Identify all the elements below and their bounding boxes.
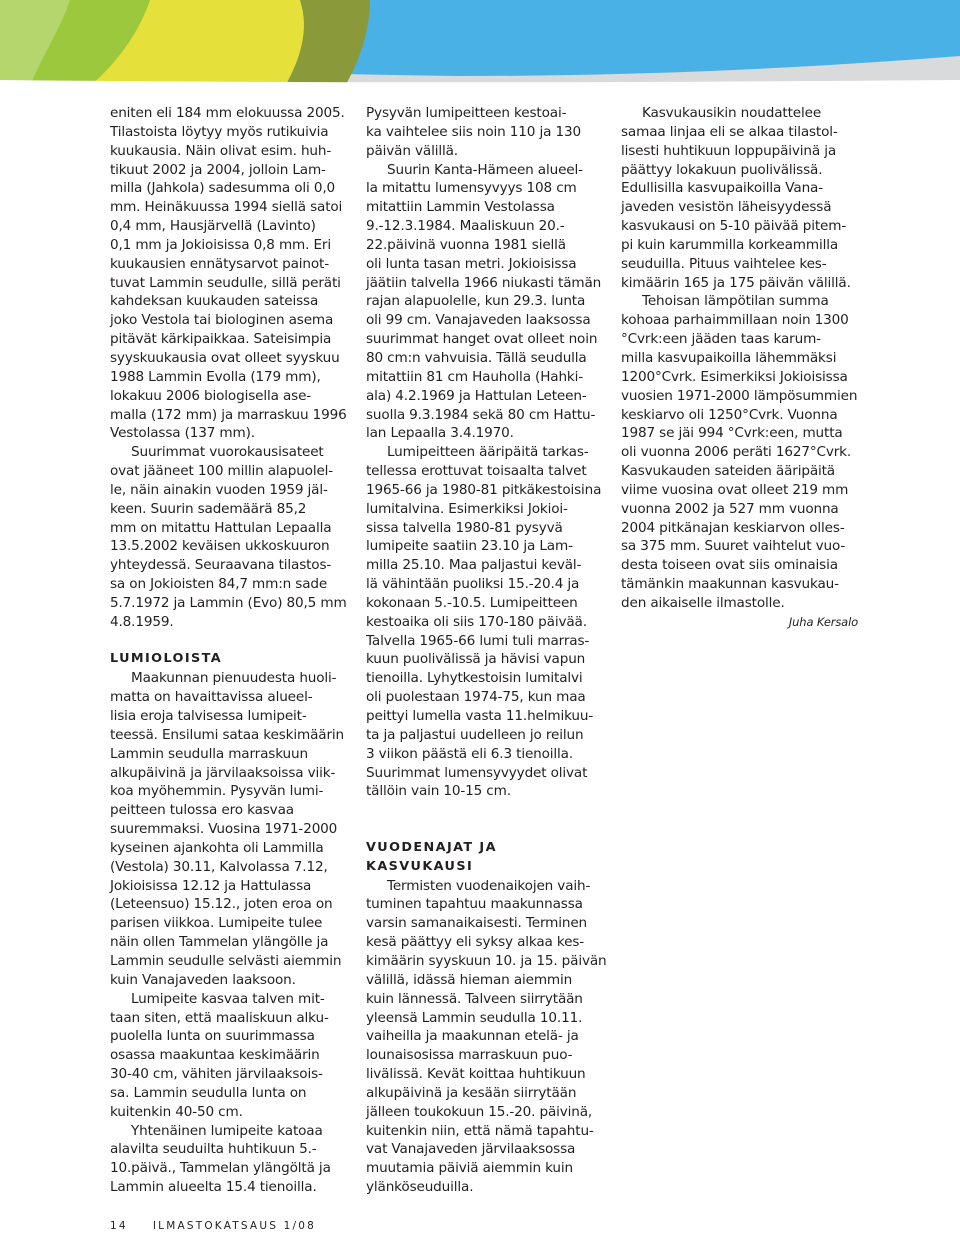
paragraph: Kasvukausikin noudattelee samaa linjaa eli se alkaa tilastol- lisesti huhtikuun loppupäivinä ja päättyy lokakuun puolivälissä. Edullisilla kasvupaikoilla Vana- javeden vesistön läheisyydessä kasvukausi on 5-10 päivää pitem- pi kuin karummilla korkeammilla seuduilla. Pituus vaihtelee kes- kimäärin 165 ja 175 päivän välillä. — [621, 105, 851, 291]
paragraph: Yhtenäinen lumipeite katoaa alavilta seuduilta huhtikuun 5.- 10.päivä., Tammelan ylängöltä ja Lammin alueelta 15.4 tienoilla. — [110, 1122, 331, 1196]
column-3 — [621, 104, 858, 632]
paragraph: Lumipeite kasvaa talven mit- taan siten, että maaliskuun alku- puolella lunta on suurimmassa osassa maakuntaa keskimäärin 30-40 cm, vähiten järvilaaksois- sa. Lammin seudulla lunta on kuitenkin 40-50 cm. — [110, 990, 329, 1120]
paragraph: Maakunnan pienuudesta huoli- matta on havaittavissa alueel- lisia eroja talvisessa lumipeit- teessä. Ensilumi sataa keskimäärin Lammin seudulla marraskuun alkupäivinä ja järvilaaksoissa viik- koa myöhemmin. Pysyvän lumi- peitteen tulossa ero kasvaa suuremmaksi. Vuosina 1971-2000 kyseinen ajankohta oli Lammilla (Vestola) 30.11, Kalvolassa 7.12, Jokioisissa 12.12 ja Hattulassa (Leteensuo) 15.12., joten eroa on parisen viikkoa. Lumipeite tulee näin ollen Tammelan ylängölle ja Lammin seudulle selvästi aiemmin kuin Vanajaveden laaksoon. — [110, 670, 344, 988]
section-heading-vuodenajat: VUODENAJAT JA KASVUKAUSI — [366, 839, 497, 874]
paragraph: Lumipeitteen ääripäitä tarkas- tellessa erottuvat toisaalta talvet 1965-66 ja 1980-81 pitkäkestoisina lumitalvina. Esimerkiksi Jokioi- sissa talvella 1980-81 pysyvä lumipeite saatiin 23.10 ja Lam- milla 25.10. Maa paljastui keväl- lä vähintään puoliksi 15.-20.4 ja kokonaan 5.-10.5. Lumipeitteen kestoaika oli siis 170-180 päivää. Talvella 1965-66 lumi tuli marras- kuun puolivälissä ja hävisi vapun tienoilla. Lyhytkestoisin lumitalvi oli puolestaan 1974-75, kun maa peittyi lumella vasta 11.helmikuu- ta ja paljastui uudelleen jo reilun 3 viikon päästä eli 6.3 tienoilla. Suurimmat lumensyvyydet olivat tällöin vain 10-15 cm. — [366, 444, 602, 800]
paragraph: Pysyvän lumipeitteen kestoai- ka vaihtelee siis noin 110 ja 130 päivän välillä. — [366, 105, 581, 159]
author-signature: Juha Kersalo — [788, 614, 858, 629]
section-heading-lumioloista: LUMIOLOISTA — [110, 651, 223, 667]
page-footer — [110, 1220, 316, 1232]
header-banner — [0, 0, 960, 86]
column-2 — [366, 104, 607, 1197]
paragraph: Tehoisan lämpötilan summa kohoaa parhaimmillaan noin 1300 °Cvrk:een jääden taas karum- milla kasvupaikoilla lähemmäksi 1200°Cvrk. Esimerkiksi Jokioisissa vuosien 1971-2000 lämpösummien keskiarvo oli 1250°Cvrk. Vuonna 1987 se jäi 994 °Cvrk:een, mutta oli vuonna 2006 peräti 1627°Cvrk. Kasvukauden sateiden ääripäitä viime vuosina ovat olleet 219 mm vuonna 2002 ja 527 mm vuonna 2004 pitkänajan keskiarvon olles- sa 375 mm. Suuret vaihtelut vuo- desta toiseen ovat siis ominaisia tämänkin maakunnan kasvukau- den aikaiselle ilmastolle. — [621, 293, 858, 611]
column-1 — [110, 104, 347, 1197]
paragraph: eniten eli 184 mm elokuussa 2005. Tilastoista löytyy myös rutikuivia kuukausia. Näin olivat esim. huh- tikuut 2002 ja 2004, jolloin Lam- milla (Jahkola) sadesumma oli 0,0 mm. Heinäkuussa 1994 siellä satoi 0,4 mm, Hausjärvellä (Lavinto) 0,1 mm ja Jokioisissa 0,8 mm. Eri kuukausien ennätysarvot painot- tuvat Lammin seudulle, sillä peräti kahdeksan kuukauden sateissa joko Vestola tai biologinen asema pitävät kärkipaikkaa. Sateisimpia syyskuukausia ovat olleet syyskuu 1988 Lammin Evolla (179 mm), lokakuu 2006 biologisella ase- malla (172 mm) ja marraskuu 1996 Vestolassa (137 mm). — [110, 105, 347, 442]
paragraph: Suurin Kanta-Hämeen alueel- la mitattu lumensyvyys 108 cm mitattiin Lammin Vestolassa 9.-12.3.1984. Maaliskuun 20.- 22.päivinä vuonna 1981 siellä oli lunta tasan metri. Jokioisissa jäätiin talvella 1966 niukasti tämän rajan alapuolelle, kun 29.3. lunta oli 99 cm. Vanajaveden laaksossa suurimmat hanget ovat olleet noin 80 cm:n vahvuisia. Tällä seudulla mitattiin 81 cm Hauholla (Hahki- ala) 4.2.1969 ja Hattulan Leteen- suolla 9.3.1984 sekä 80 cm Hattu- lan Lepaalla 3.4.1970. — [366, 161, 602, 442]
page-number: 14 — [110, 1220, 128, 1232]
paragraph: Suurimmat vuorokausisateet ovat jääneet 100 millin alapuolel- le, näin ainakin vuoden 1959 jäl- keen. Suurin sademäärä 85,2 mm on mitattu Hattulan Lepaalla 13.5.2002 keväisen ukkoskuuron yhteydessä. Seuraavana tilastos- sa on Jokioisten 84,7 mm:n sade 5.7.1972 ja Lammin (Evo) 80,5 mm 4.8.1959. — [110, 444, 347, 630]
publication-name: ILMASTOKATSAUS 1/08 — [152, 1220, 316, 1232]
paragraph: Termisten vuodenaikojen vaih- tuminen tapahtuu maakunnassa varsin samanaikaisesti. Terminen kesä päättyy eli syksy alkaa kes- kimäärin syyskuun 10. ja 15. päivän välillä, idässä hieman aiemmin kuin lännessä. Talveen siirrytään yleensä Lammin seudulla 10.11. vaiheilla ja maakunnan etelä- ja lounaisosissa marraskuun puo- livälissä. Kevät koittaa huhtikuun alkupäivinä ja kesään siirrytään jälleen toukokuun 15.-20. päivinä, kuitenkin niin, että nämä tapahtu- vat Vanajaveden järvilaaksossa muutamia päiviä aiemmin kuin ylänköseuduilla. — [366, 877, 607, 1196]
